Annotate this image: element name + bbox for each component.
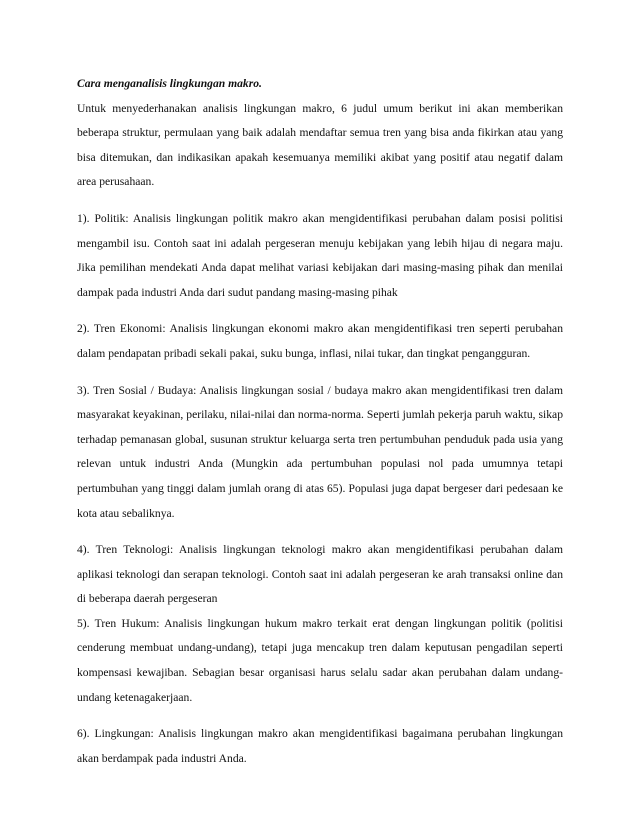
section-politik: 1). Politik: Analisis lingkungan politik makro akan mengidentifikasi perubahan dalam posisi politisi mengambil isu. Contoh saat ini adalah pergeseran menuju kebijakan yang lebih hijau di negara maju. Jika pemilihan mendekati Anda dapat melihat variasi kebijakan dari masing-masing pihak dan menilai dampak pada industri Anda dari sudut pandang masing-masing pihak: [77, 211, 563, 299]
section-hukum: 5). Tren Hukum: Analisis lingkungan hukum makro terkait erat dengan lingkungan politik (politisi cenderung membuat undang-undang), tetapi juga mencakup tren dalam keputusan pengadilan seperti kompensasi kewajiban. Sebagian besar organisasi harus selalu sadar akan perubahan dalam undang-undang ketenagakerjaan.: [77, 616, 563, 704]
intro-paragraph: Untuk menyederhanakan analisis lingkungan makro, 6 judul umum berikut ini akan memberikan beberapa struktur, permulaan yang baik adalah mendaftar semua tren yang bisa anda fikirkan atau yang bisa ditemukan, dan indikasikan apakah kesemuanya memiliki akibat yang positif atau negatif dalam area perusahaan.: [77, 101, 563, 189]
document-title: Cara menganalisis lingkungan makro.: [77, 77, 262, 90]
section-sosial-budaya: 3). Tren Sosial / Budaya: Analisis lingkungan sosial / budaya makro akan mengidentifikasi tren dalam masyarakat keyakinan, perilaku, nilai-nilai dan norma-norma. Seperti jumlah pekerja paruh waktu, sikap terhadap pemanasan global, susunan struktur keluarga serta tren pertumbuhan penduduk pada usia yang relevan untuk industri Anda (Mungkin ada pertumbuhan populasi nol pada umumnya tetapi pertumbuhan yang tinggi dalam jumlah orang di atas 65). Populasi juga dapat bergeser dari pedesaan ke kota atau sebaliknya.: [77, 383, 563, 520]
section-ekonomi: 2). Tren Ekonomi: Analisis lingkungan ekonomi makro akan mengidentifikasi tren seperti perubahan dalam pendapatan pribadi sekali pakai, suku bunga, inflasi, nilai tukar, dan tingkat pengangguran.: [77, 322, 563, 360]
document-page: [77, 72, 563, 783]
section-lingkungan: 6). Lingkungan: Analisis lingkungan makro akan mengidentifikasi bagaimana perubahan lingkungan akan berdampak pada industri Anda.: [77, 727, 563, 765]
section-teknologi: 4). Tren Teknologi: Analisis lingkungan teknologi makro akan mengidentifikasi perubahan dalam aplikasi teknologi dan serapan teknologi. Contoh saat ini adalah pergeseran ke arah transaksi online dan di beberapa daerah pergeseran: [77, 543, 563, 606]
